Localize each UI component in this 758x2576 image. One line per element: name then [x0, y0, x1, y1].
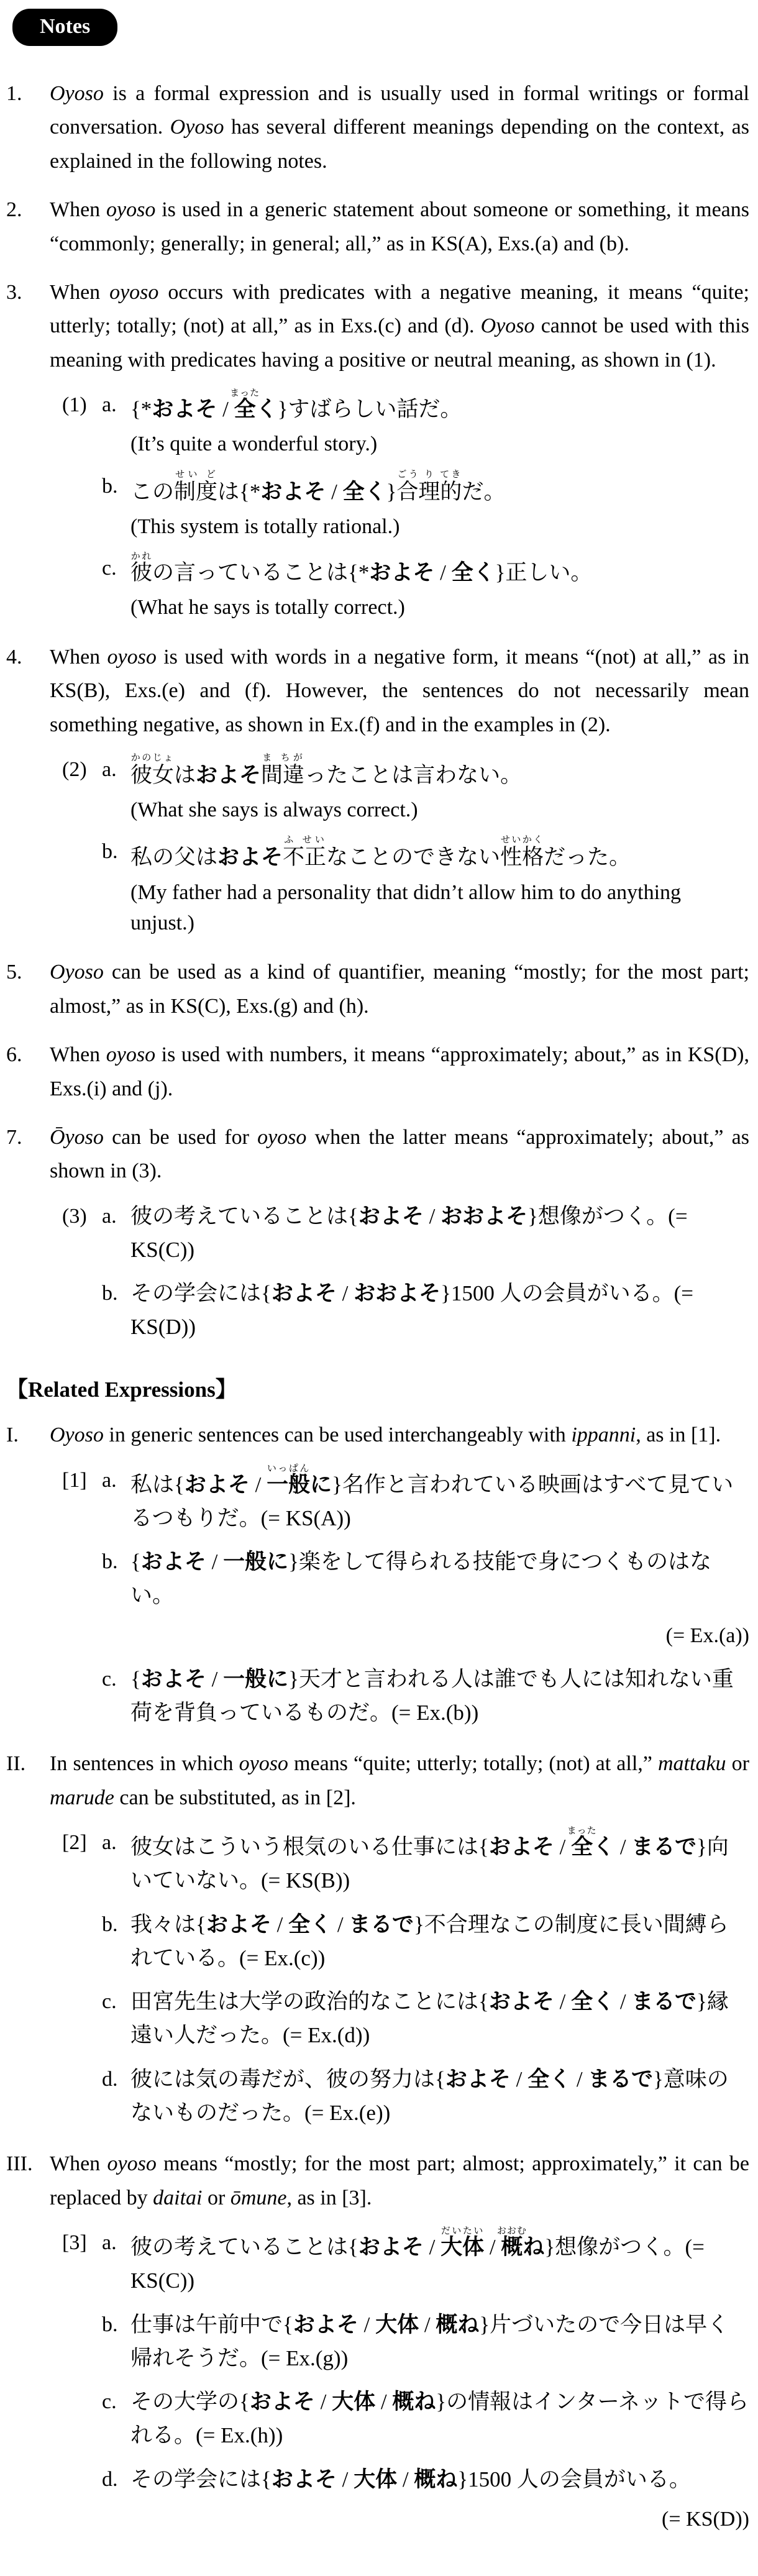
- example-content: [130, 2463, 749, 2537]
- example-item: [62, 470, 749, 542]
- japanese-sentence: {*およそ / 全まったく}すばらしい話だ。: [130, 388, 462, 422]
- related-expressions-list: [6, 1418, 749, 2539]
- example-content: [130, 1200, 749, 1267]
- example-letter: d.: [102, 2467, 118, 2491]
- ruby-annotated-word: 彼女かのじょ: [130, 752, 175, 787]
- ruby-annotated-word: 制度せい ど: [174, 469, 218, 504]
- japanese-sentence: 私の父はおよそ不正ふ せいなことのできない性格せいかくだった。: [130, 835, 631, 870]
- item-body: [50, 1121, 749, 1347]
- example-block: [62, 388, 749, 623]
- japanese-sentence: その大学の{およそ / 大体 / 概ね}の情報はインターネットで得られる。(= Ex.(h)): [130, 2390, 749, 2448]
- japanese-sentence: 彼の考えていることは{およそ / おおよそ}想像がつく。(= KS(C)): [130, 1204, 688, 1262]
- item-body: [50, 2147, 749, 2539]
- example-number-label: [62, 2308, 102, 2376]
- example-item: [62, 1908, 749, 1976]
- example-content: [130, 2226, 749, 2298]
- example-number-label: [62, 2463, 102, 2537]
- example-letter: b.: [102, 1550, 118, 1574]
- note-number: 7.: [6, 1125, 22, 1149]
- example-number-label: [3]: [62, 2231, 87, 2255]
- list-item: [6, 641, 749, 941]
- item-text: When oyoso means “mostly; for the most part; almost; approximately,” it can be replaced by daitai or ōmune, as in [3].: [50, 2152, 749, 2209]
- example-content: [130, 2385, 749, 2453]
- ruby-annotated-word: 一般いっぱん: [267, 1463, 311, 1497]
- example-content: [130, 1464, 749, 1536]
- example-item: [62, 2463, 749, 2537]
- note-number: 3.: [6, 280, 22, 304]
- english-translation: (My father had a personality that didn’t allow him to do anything unjust.): [130, 880, 682, 935]
- item-body: [50, 276, 749, 626]
- example-number-label: [62, 1545, 102, 1653]
- item-text: In sentences in which oyoso means “quite; utterly; totally; (not) at all,” mattaku or marude can be substituted, as in [2].: [50, 1752, 749, 1809]
- note-number: 5.: [6, 961, 22, 984]
- equivalence-note: (= KS(D)): [662, 2507, 749, 2531]
- list-item: [6, 956, 749, 1023]
- example-number-label: [62, 2063, 102, 2131]
- japanese-sentence: 我々は{およそ / 全く / まるで}不合理なこの制度に長い間縛られている。(= Ex.(c)): [130, 1912, 729, 1970]
- item-text: Ōyoso can be used for oyoso when the latter means “approximately; about,” as shown in (3).: [50, 1125, 749, 1183]
- example-item: [62, 2385, 749, 2453]
- example-block: [62, 1464, 749, 1730]
- item-text: When oyoso is used with numbers, it means “approximately; about,” as in KS(D), Exs.(i) and (j).: [50, 1043, 750, 1100]
- item-text: Oyoso in generic sentences can be used interchangeably with ippanni, as in [1].: [50, 1423, 721, 1447]
- japanese-sentence: 田宮先生は大学の政治的なことには{およそ / 全く / まるで}縁遠い人だった。(= Ex.(d)): [130, 1989, 729, 2048]
- ruby-annotated-word: 性格せいかく: [500, 835, 544, 870]
- section-roman-numeral: III.: [6, 2152, 33, 2176]
- example-block: [62, 1200, 749, 1345]
- list-item: [6, 1038, 749, 1106]
- japanese-sentence: {およそ / 一般に}楽をして得られる技能で身につくものはない。: [130, 1550, 712, 1608]
- example-letter: b.: [102, 1912, 118, 1936]
- ruby-annotated-word: 全まった: [567, 1826, 597, 1860]
- example-letter: a.: [102, 393, 117, 417]
- ruby-annotated-word: 合理的ごう り てき: [396, 469, 462, 504]
- example-letter: b.: [102, 1282, 118, 1305]
- example-item: [62, 1985, 749, 2053]
- example-number-label: [62, 2385, 102, 2453]
- example-content: [130, 552, 749, 623]
- japanese-sentence: 私は{およそ / 一般いっぱんに}名作と言われている映画はすべて見ているつもりだ。(= KS(A)): [130, 1463, 734, 1530]
- notes-list: [6, 77, 749, 1347]
- example-letter: a.: [102, 1204, 117, 1228]
- notes-section-badge: Notes: [12, 9, 117, 46]
- example-content: [130, 470, 749, 542]
- example-item: [62, 835, 749, 938]
- example-letter: c.: [102, 557, 117, 580]
- item-body: [50, 1038, 749, 1106]
- item-text: Oyoso can be used as a kind of quantifier, meaning “mostly; for the most part; almost,” as in KS(C), Exs.(g) and (h).: [50, 961, 749, 1018]
- japanese-sentence: 彼の考えていることは{およそ / 大体だいたい / 概おおむね}想像がつく。(= KS(C)): [130, 2226, 705, 2293]
- example-content: [130, 1545, 749, 1653]
- example-item: [62, 388, 749, 460]
- english-translation: (What he says is totally correct.): [130, 596, 405, 619]
- item-text: When oyoso is used with words in a negative form, it means “(not) at all,” as in KS(B), Exs.(e) and (f). However, the sentences do not necessarily mean something negative, as shown in Ex.(f) and in the examples in (2).: [50, 645, 749, 736]
- example-number-label: (3): [62, 1204, 87, 1228]
- japanese-sentence: {およそ / 一般に}天才と言われる人は誰でも人には知れない重荷を背負っているものだ。(= Ex.(b)): [130, 1666, 734, 1725]
- japanese-sentence: その学会には{およそ / おおよそ}1500 人の会員がいる。(= KS(D)): [130, 1281, 694, 1340]
- example-item: [62, 2063, 749, 2131]
- english-translation: (What she says is always correct.): [130, 798, 418, 822]
- item-text: When oyoso occurs with predicates with a negative meaning, it means “quite; utterly; totally; (not) at all,” as in Exs.(c) and (d). Oyoso cannot be used with this meaning with predicates having a positive or neutral meaning, as shown in (1).: [50, 280, 749, 372]
- item-body: [50, 77, 749, 178]
- list-item: [6, 1121, 749, 1347]
- example-number-label: [62, 1985, 102, 2053]
- example-letter: a.: [102, 1831, 117, 1855]
- example-number-label: (2): [62, 757, 87, 781]
- example-item: [62, 753, 749, 826]
- example-block: [62, 1826, 749, 2130]
- note-number: 4.: [6, 645, 22, 669]
- ruby-annotated-word: 彼かれ: [130, 552, 153, 585]
- example-number-label: (1): [62, 393, 87, 417]
- example-number-label: [2]: [62, 1831, 87, 1855]
- equivalence-note: (= Ex.(a)): [665, 1624, 749, 1647]
- list-item: [6, 276, 749, 626]
- example-letter: c.: [102, 1667, 117, 1691]
- example-block: [62, 2226, 749, 2536]
- english-translation: (It’s quite a wonderful story.): [130, 432, 378, 456]
- example-item: [62, 552, 749, 623]
- ruby-annotated-word: 大体だいたい: [441, 2226, 485, 2260]
- example-letter: b.: [102, 840, 118, 864]
- related-expressions-title: 【Related Expressions】: [6, 1377, 237, 1402]
- example-letter: d.: [102, 2067, 118, 2091]
- list-item: [6, 193, 749, 261]
- item-text: Oyoso is a formal expression and is usually used in formal writings or formal conversation. Oyoso has several different meanings depending on the context, as explained in the following notes.: [50, 82, 750, 173]
- note-number: 6.: [6, 1043, 22, 1067]
- section-roman-numeral: I.: [6, 1423, 19, 1447]
- japanese-sentence: その学会には{およそ / 大体 / 概ね}1500 人の会員がいる。: [130, 2467, 691, 2492]
- example-letter: a.: [102, 1468, 117, 1492]
- japanese-sentence: 彼女はこういう根気のいる仕事には{およそ / 全まったく / まるで}向いていない。(= KS(B)): [130, 1826, 729, 1893]
- japanese-sentence: 彼かれの言っていることは{*およそ / 全く}正しい。: [130, 552, 593, 585]
- list-item: [6, 77, 749, 178]
- example-number-label: [1]: [62, 1468, 87, 1492]
- example-content: [130, 2308, 749, 2376]
- example-content: [130, 1908, 749, 1976]
- example-content: [130, 1985, 749, 2053]
- ruby-annotated-word: 不正ふ せい: [283, 835, 327, 870]
- english-translation: (This system is totally rational.): [130, 514, 400, 538]
- example-content: [130, 1277, 749, 1345]
- example-content: [130, 753, 749, 826]
- example-number-label: [62, 1663, 102, 1730]
- example-letter: a.: [102, 2231, 117, 2255]
- japanese-sentence: 仕事は午前中で{およそ / 大体 / 概ね}片づいたので今日は早く帰れそうだ。(= Ex.(g)): [130, 2312, 729, 2370]
- ruby-annotated-word: 概おおむ: [496, 2226, 527, 2260]
- example-letter: b.: [102, 2313, 118, 2336]
- example-item: [62, 1545, 749, 1653]
- note-number: 2.: [6, 198, 22, 222]
- note-number: 1.: [6, 82, 22, 105]
- example-content: [130, 1826, 749, 1898]
- example-number-label: [62, 470, 102, 542]
- example-content: [130, 388, 749, 460]
- example-number-label: [62, 1277, 102, 1345]
- example-number-label: [62, 552, 102, 623]
- example-item: [62, 2226, 749, 2298]
- japanese-sentence: 彼女かのじょはおよそ間違ま ちがったことは言わない。: [130, 752, 523, 787]
- japanese-sentence: この制度せい どは{*およそ / 全く}合理的ごう り てきだ。: [130, 469, 506, 504]
- example-item: [62, 1277, 749, 1345]
- section-roman-numeral: II.: [6, 1752, 26, 1776]
- example-letter: a.: [102, 757, 117, 781]
- example-item: [62, 2308, 749, 2376]
- japanese-sentence: 彼には気の毒だが、彼の努力は{およそ / 全く / まるで}意味のないものだった。(= Ex.(e)): [130, 2067, 729, 2125]
- example-item: [62, 1826, 749, 1898]
- item-body: [50, 193, 749, 261]
- example-content: [130, 835, 749, 938]
- list-item: [6, 2147, 749, 2539]
- item-body: [50, 641, 749, 941]
- example-letter: b.: [102, 474, 118, 498]
- item-body: [50, 1418, 749, 1732]
- item-text: When oyoso is used in a generic statement about someone or something, it means “commonly; generally; in general; all,” as in KS(A), Exs.(a) and (b).: [50, 198, 749, 255]
- example-item: [62, 1663, 749, 1730]
- list-item: [6, 1747, 749, 2132]
- example-content: [130, 2063, 749, 2131]
- ruby-annotated-word: 間違ま ちが: [261, 752, 305, 787]
- item-body: [50, 956, 749, 1023]
- example-number-label: [62, 1908, 102, 1976]
- example-letter: c.: [102, 2390, 117, 2414]
- example-letter: c.: [102, 1990, 117, 2014]
- example-number-label: [62, 835, 102, 938]
- example-content: [130, 1663, 749, 1730]
- item-body: [50, 1747, 749, 2132]
- example-item: [62, 1200, 749, 1267]
- example-item: [62, 1464, 749, 1536]
- ruby-annotated-word: 全まった: [230, 388, 260, 422]
- example-block: [62, 753, 749, 938]
- list-item: [6, 1418, 749, 1732]
